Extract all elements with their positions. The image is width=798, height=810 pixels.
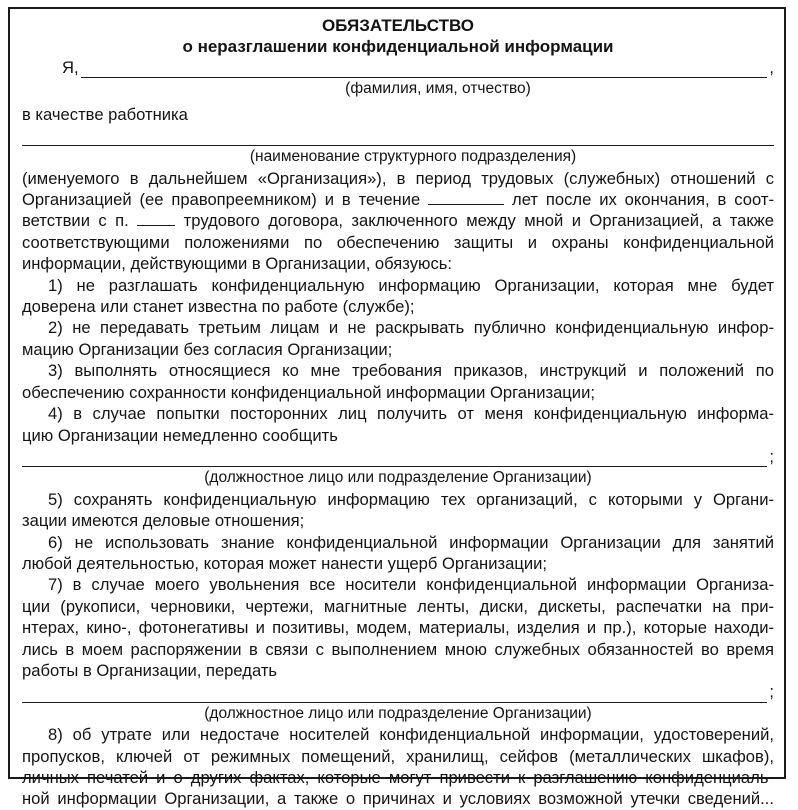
department-blank[interactable]: [22, 131, 774, 146]
item-6-line-2: любой деятельностью, которая может нанести ущерб Организации;: [22, 553, 547, 573]
item-4-line-1: 4) в случае попытки посторонних лиц получить от меня конфиденциальную информа-: [48, 404, 774, 424]
item-8-line-4: ной информации Организации, а также о причинах и условиях возможной утечки сведений...: [22, 789, 774, 809]
years-blank[interactable]: [428, 189, 504, 205]
item-8-line-3: личных печатей и о других фактах, которые могут привести к разглашению конфиденциаль-: [22, 768, 774, 787]
obligation-document: [8, 7, 786, 809]
item-7-line-3: нтерах, кино-, фотонегативы и позитивы, модем, материалы, изделия и пр.), которые находи-: [22, 618, 774, 638]
intro-line-1: (именуемого в дальнейшем «Организация»), в период трудовых (служебных) отношений с: [22, 168, 774, 188]
role-text: в качестве работника: [22, 104, 188, 124]
intro-line-2: Организацией (ее правопреемником) и в течение лет после их окончания, в соот-: [22, 190, 774, 210]
item-7-line-4: лись в моем распоряжении в связи с выполнением мною служебных обязанностей во время: [22, 639, 774, 659]
intro-line-3: ветствии с п. трудового договора, заключенного между мной и Организацией, а также: [22, 211, 774, 231]
intro-line-5: информации, действующими в Организации, обязуюсь:: [22, 254, 453, 274]
item-8-line-2: пропусков, ключей от режимных помещений, хранилищ, сейфов (металлических шкафов),: [22, 746, 774, 766]
item-7-line-5: работы в Организации, передать: [22, 660, 278, 680]
fio-caption: (фамилия, имя, отчество): [345, 80, 531, 98]
item-2-line-2: мацию Организации без согласия Организации;: [22, 339, 393, 359]
item-8-line-1: 8) об утрате или недостаче носителей конфиденциальной информации, удостоверений,: [48, 725, 774, 745]
fio-suffix: ,: [769, 58, 774, 77]
item-3-line-2: обеспечению сохранности конфиденциальной информации Организации;: [22, 382, 595, 402]
item-7-blank-row: [22, 681, 774, 702]
item-4-end: ;: [769, 446, 774, 466]
clause-blank[interactable]: [137, 210, 175, 226]
item-7-end: ;: [769, 682, 774, 702]
item-4-line-2: цию Организации немедленно сообщить: [22, 425, 338, 445]
fio-prefix: Я,: [62, 58, 79, 77]
item-7-line-2: ции (рукописи, черновики, чертежи, магнитные ленты, диски, дискеты, распечатки на при-: [22, 596, 774, 616]
document-body: [22, 15, 774, 810]
item-4-blank[interactable]: [22, 451, 767, 467]
fio-blank[interactable]: [81, 62, 768, 78]
item-4-blank-row: [22, 446, 774, 467]
item-7-caption: (должностное лицо или подразделение Организации): [204, 704, 592, 722]
item-1-line-1: 1) не разглашать конфиденциальную информацию Организации, которая мне будет: [48, 275, 774, 295]
item-7-blank[interactable]: [22, 687, 767, 703]
document-subtitle: о неразглашении конфиденциальной информации: [182, 37, 614, 56]
intro-line-4: соответствующими положениями по обеспечению защиты и охраны конфиденциальной: [22, 232, 774, 252]
fio-row: [22, 57, 774, 78]
item-5-line-1: 5) сохранять конфиденциальную информацию тех организаций, с которыми у Органи-: [48, 489, 774, 509]
item-7-line-1: 7) в случае моего увольнения все носители конфиденциальной информации Организа-: [48, 575, 774, 595]
department-caption: (наименование структурного подразделения): [249, 148, 577, 166]
item-5-line-2: зации имеются деловые отношения;: [22, 511, 305, 531]
document-title: ОБЯЗАТЕЛЬСТВО: [321, 16, 475, 35]
item-3-line-1: 3) выполнять относящиеся ко мне требования приказов, инструкций и положений по: [48, 361, 774, 381]
item-6-line-1: 6) не использовать знание конфиденциальной информации Организации для занятий: [48, 532, 774, 552]
item-4-caption: (должностное лицо или подразделение Организации): [204, 469, 592, 487]
item-2-line-1: 2) не передавать третьим лицам и не раскрывать публично конфиденциальную инфор-: [48, 318, 774, 338]
item-1-line-2: доверена или станет известна по работе (службе);: [22, 297, 415, 317]
